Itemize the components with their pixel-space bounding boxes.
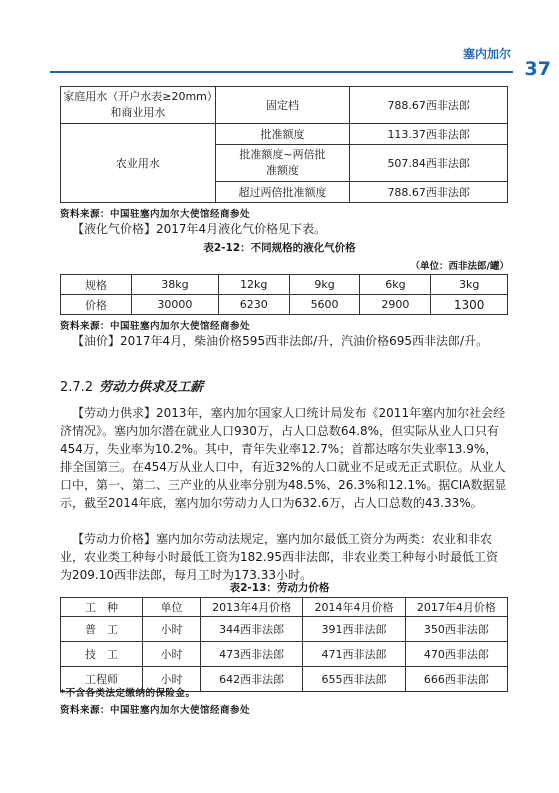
table-cell: 规格 bbox=[61, 275, 132, 295]
table-cell: 30000 bbox=[132, 295, 219, 315]
table-cell: 6kg bbox=[360, 275, 431, 295]
table-cell: 507.84西非法郎 bbox=[350, 145, 508, 182]
table-cell: 12kg bbox=[218, 275, 289, 295]
table-cell: 1300 bbox=[431, 295, 508, 315]
oil-price-paragraph: 【油价】2017年4月，柴油价格595西非法郎/升，汽油价格695西非法郎/升。 bbox=[72, 334, 489, 348]
table-cell: 农业用水 bbox=[61, 124, 216, 203]
table-cell: 固定档 bbox=[215, 87, 350, 124]
table-cell: 3kg bbox=[431, 275, 508, 295]
table-cell: 470西非法郎 bbox=[405, 642, 507, 667]
table-header-row bbox=[61, 598, 508, 617]
table-caption: 表2-13：劳动力价格 bbox=[229, 582, 330, 594]
table-row bbox=[61, 295, 508, 315]
source-note: 资料来源：中国驻塞内加尔大使馆经商参处 bbox=[60, 209, 251, 220]
table-cell: 价格 bbox=[61, 295, 132, 315]
table-cell: 788.67西非法郎 bbox=[350, 182, 508, 203]
source-note: 资料来源：中国驻塞内加尔大使馆经商参处 bbox=[60, 705, 251, 716]
table-cell: 6230 bbox=[218, 295, 289, 315]
table-cell: 家庭用水（开户水表≥20mm）和商业用水 bbox=[61, 87, 216, 124]
table-cell: 666西非法郎 bbox=[405, 667, 507, 692]
column-header: 2013年4月价格 bbox=[201, 598, 303, 617]
table-cell: 642西非法郎 bbox=[201, 667, 303, 692]
section-title: 劳动力供求及工薪 bbox=[99, 380, 204, 395]
labor-price-table bbox=[60, 597, 508, 692]
column-header: 工 种 bbox=[61, 598, 143, 617]
table-row bbox=[61, 124, 508, 145]
labor-price-paragraph: 【劳动力价格】塞内加尔劳动法规定，塞内加尔最低工资分为两类：农业和非农业，农业类工种每小时最低工资为182.95西非法郎，非农业类工种每小时最低工资为209.10西非法郎，每月工时为173.33小时。 bbox=[60, 532, 498, 582]
page-number: 37 bbox=[524, 58, 551, 80]
table-cell: 788.67西非法郎 bbox=[350, 87, 508, 124]
table-cell: 655西非法郎 bbox=[303, 667, 405, 692]
table-cell: 5600 bbox=[289, 295, 360, 315]
header-title: 塞内加尔 bbox=[462, 47, 511, 61]
table-cell: 超过两倍批准额度 bbox=[215, 182, 350, 203]
table-cell: 2900 bbox=[360, 295, 431, 315]
table-cell: 批准额度~两倍批准额度 bbox=[215, 145, 350, 182]
table-cell: 113.37西非法郎 bbox=[350, 124, 508, 145]
table-cell: 技 工 bbox=[61, 642, 143, 667]
table-cell: 小时 bbox=[143, 642, 201, 667]
header-rule bbox=[50, 71, 513, 73]
column-header: 单位 bbox=[143, 598, 201, 617]
table-cell: 小时 bbox=[143, 667, 201, 692]
table-cell: 批准额度 bbox=[215, 124, 350, 145]
table-cell: 工程师 bbox=[61, 667, 143, 692]
table-row bbox=[61, 87, 508, 124]
column-header: 2014年4月价格 bbox=[303, 598, 405, 617]
footnote: *不含各类法定缴纳的保险金。 bbox=[60, 688, 196, 699]
source-note: 资料来源：中国驻塞内加尔大使馆经商参处 bbox=[60, 321, 251, 332]
table-cell: 9kg bbox=[289, 275, 360, 295]
table-cell: 小时 bbox=[143, 617, 201, 642]
lpg-intro: 【液化气价格】2017年4月液化气价格见下表。 bbox=[72, 222, 327, 236]
table-cell: 471西非法郎 bbox=[303, 642, 405, 667]
section-heading bbox=[60, 376, 203, 395]
table-row bbox=[61, 642, 508, 667]
table-cell: 473西非法郎 bbox=[201, 642, 303, 667]
table-cell: 350西非法郎 bbox=[405, 617, 507, 642]
table-cell: 普 工 bbox=[61, 617, 143, 642]
unit-note: （单位：西非法郎/罐） bbox=[410, 261, 509, 272]
water-price-table bbox=[60, 86, 508, 203]
labor-supply-paragraph: 【劳动力供求】2013年，塞内加尔国家人口统计局发布《2011年塞内加尔社会经济情况》。塞内加尔潜在就业人口930万，占人口总数64.8%，但实际从业人口只有454万，失业率为10.2%。其中，青年失业率12.7%；首都达喀尔失业率13.9%，排全国第三。在454万从业人口中，有近32%的人口就业不足或无正式职位。从业人口中，第一、第二、三产业的从业率分别为48.5%、26.3%和12.1%。据CIA数据显示，截至2014年底，塞内加尔劳动力人口为632.6万，占人口总数的43.33%。 bbox=[60, 406, 507, 510]
table-caption: 表2-12：不同规格的液化气价格 bbox=[203, 242, 356, 254]
column-header: 2017年4月价格 bbox=[405, 598, 507, 617]
section-number: 2.7.2 bbox=[60, 380, 94, 395]
table-row bbox=[61, 275, 508, 295]
table-cell: 344西非法郎 bbox=[201, 617, 303, 642]
table-cell: 391西非法郎 bbox=[303, 617, 405, 642]
lpg-price-table bbox=[60, 274, 508, 315]
table-cell: 38kg bbox=[132, 275, 219, 295]
table-row bbox=[61, 617, 508, 642]
